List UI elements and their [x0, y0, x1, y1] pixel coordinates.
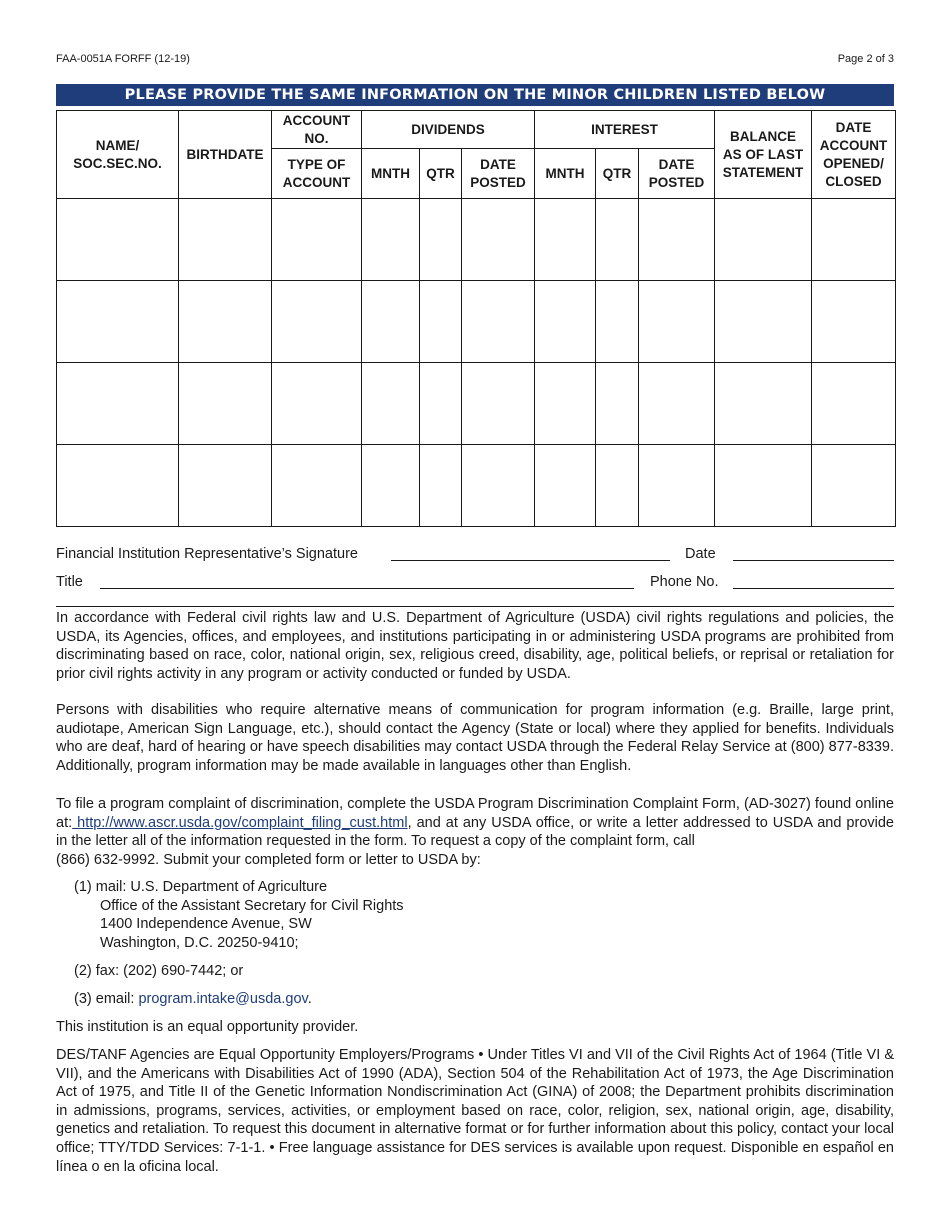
table-cell[interactable]: [812, 363, 896, 445]
interest-date-posted-header: DATE POSTED: [639, 149, 715, 199]
table-cell[interactable]: [462, 281, 535, 363]
table-cell[interactable]: [362, 281, 420, 363]
table-cell[interactable]: [462, 363, 535, 445]
col-date-account-header: DATE ACCOUNT OPENED/ CLOSED: [812, 111, 896, 199]
rep-signature-label: Financial Institution Representative’s Signature: [56, 546, 358, 562]
table-cell[interactable]: [812, 281, 896, 363]
dividends-qtr-header: QTR: [420, 149, 462, 199]
mail-address: (1) mail: U.S. Department of Agriculture Office of the Assistant Secretary for Civil Rights 1400 Independence Avenue, SW Washington, D.C. 20250-9410;: [74, 879, 404, 951]
table-cell[interactable]: [596, 199, 639, 281]
table-cell[interactable]: [535, 281, 596, 363]
col-balance-header: BALANCE AS OF LAST STATEMENT: [715, 111, 812, 199]
table-cell[interactable]: [596, 363, 639, 445]
civil-rights-paragraph: In accordance with Federal civil rights law and U.S. Department of Agriculture (USDA) civil rights regulations and policies, the USDA, its Agencies, offices, and employees, and institutions participating in or administering USDA programs are prohibited from discriminating based on race, color, national origin, sex, religious creed, disability, age, political beliefs, or reprisal or retaliation for prior civil rights activity in any program or activity conducted or funded by USDA.: [56, 610, 894, 682]
table-row: [57, 281, 896, 363]
table-cell[interactable]: [715, 281, 812, 363]
date-line[interactable]: [733, 560, 894, 561]
des-tanf-paragraph: DES/TANF Agencies are Equal Opportunity Employers/Programs • Under Titles VI and VII of the Civil Rights Act of 1964 (Title VI & VII), and the Americans with Disabilities Act of 1990 (ADA), Section 504 of the Rehabilitation Act of 1973, the Age Discrimination Act of 1975, and Title II of the Genetic Information Nondiscrimination Act (GINA) of 2008; the Department prohibits discrimination in admissions, programs, services, activities, or employment based on race, color, religion, sex, national origin, age, disability, genetics and retaliation. To request this document in alternative format or for further information about this policy, contact your local office; TTY/TDD Services: 7-1-1. • Free language assistance for DES services is available upon request. Disponible en español en línea o en la oficina local.: [56, 1047, 894, 1175]
col-birthdate-header: BIRTHDATE: [179, 111, 272, 199]
email-item: (3) email: program.intake@usda.gov.: [74, 991, 312, 1007]
col-name-header: NAME/ SOC.SEC.NO.: [57, 111, 179, 199]
table-cell[interactable]: [639, 199, 715, 281]
table-cell[interactable]: [57, 445, 179, 527]
table-cell[interactable]: [179, 199, 272, 281]
table-cell[interactable]: [420, 363, 462, 445]
equal-opportunity-statement: This institution is an equal opportunity provider.: [56, 1019, 359, 1035]
table-cell[interactable]: [535, 363, 596, 445]
minor-children-table: [56, 110, 896, 527]
complaint-paragraph: To file a program complaint of discrimination, complete the USDA Program Discrimination Complaint Form, (AD-3027) found online at: http://www.ascr.usda.gov/complaint_filing_cust.html, and at any USDA office, or write a letter addressed to USDA and provide in the letter all of the information requested in the form. To request a copy of the complaint form, call (866) 632-9992. Submit your completed form or letter to USDA by:: [56, 796, 894, 868]
table-row: [57, 363, 896, 445]
title-label: Title: [56, 574, 83, 590]
table-cell[interactable]: [420, 445, 462, 527]
table-cell[interactable]: [535, 445, 596, 527]
table-cell[interactable]: [179, 363, 272, 445]
table-cell[interactable]: [57, 363, 179, 445]
table-cell[interactable]: [639, 281, 715, 363]
table-cell[interactable]: [715, 199, 812, 281]
date-label: Date: [685, 546, 716, 562]
fax-item: (2) fax: (202) 690-7442; or: [74, 963, 244, 979]
interest-header: INTEREST: [535, 111, 715, 149]
form-id: FAA-0051A FORFF (12-19): [56, 53, 190, 65]
complaint-form-link[interactable]: http://www.ascr.usda.gov/complaint_filing_cust.html: [72, 814, 408, 831]
email-link[interactable]: program.intake@usda.gov: [138, 991, 308, 1007]
table-cell[interactable]: [715, 445, 812, 527]
divider: [56, 606, 894, 607]
section-banner: PLEASE PROVIDE THE SAME INFORMATION ON THE MINOR CHILDREN LISTED BELOW: [56, 84, 894, 106]
table-cell[interactable]: [420, 199, 462, 281]
table-cell[interactable]: [596, 281, 639, 363]
table-cell[interactable]: [272, 363, 362, 445]
interest-mnth-header: MNTH: [535, 149, 596, 199]
disabilities-paragraph: Persons with disabilities who require alternative means of communication for program information (e.g. Braille, large print, audiotape, American Sign Language, etc.), should contact the Agency (State or local) where they applied for benefits. Individuals who are deaf, hard of hearing or have speech disabilities may contact USDA through the Federal Relay Service at (800) 877-8339. Additionally, program information may be made available in languages other than English.: [56, 702, 894, 774]
table-row: [57, 199, 896, 281]
dividends-date-posted-header: DATE POSTED: [462, 149, 535, 199]
table-cell[interactable]: [179, 281, 272, 363]
table-cell[interactable]: [272, 281, 362, 363]
phone-label: Phone No.: [650, 574, 719, 590]
col-account-no-header: ACCOUNT NO.: [272, 111, 362, 149]
table-cell[interactable]: [272, 445, 362, 527]
table-cell[interactable]: [179, 445, 272, 527]
table-cell[interactable]: [462, 199, 535, 281]
table-cell[interactable]: [362, 445, 420, 527]
table-row: [57, 445, 896, 527]
table-cell[interactable]: [715, 363, 812, 445]
table-cell[interactable]: [57, 199, 179, 281]
phone-line[interactable]: [733, 588, 894, 589]
table-cell[interactable]: [639, 363, 715, 445]
table-cell[interactable]: [362, 199, 420, 281]
col-type-of-account-header: TYPE OF ACCOUNT: [272, 149, 362, 199]
table-cell[interactable]: [462, 445, 535, 527]
table-cell[interactable]: [57, 281, 179, 363]
table-cell[interactable]: [420, 281, 462, 363]
table-cell[interactable]: [639, 445, 715, 527]
rep-signature-line[interactable]: [391, 560, 670, 561]
table-cell[interactable]: [362, 363, 420, 445]
table-cell[interactable]: [272, 199, 362, 281]
table-cell[interactable]: [535, 199, 596, 281]
dividends-mnth-header: MNTH: [362, 149, 420, 199]
dividends-header: DIVIDENDS: [362, 111, 535, 149]
table-cell[interactable]: [812, 445, 896, 527]
table-cell[interactable]: [596, 445, 639, 527]
interest-qtr-header: QTR: [596, 149, 639, 199]
table-cell[interactable]: [812, 199, 896, 281]
title-line[interactable]: [100, 588, 634, 589]
page-number: Page 2 of 3: [837, 53, 894, 65]
